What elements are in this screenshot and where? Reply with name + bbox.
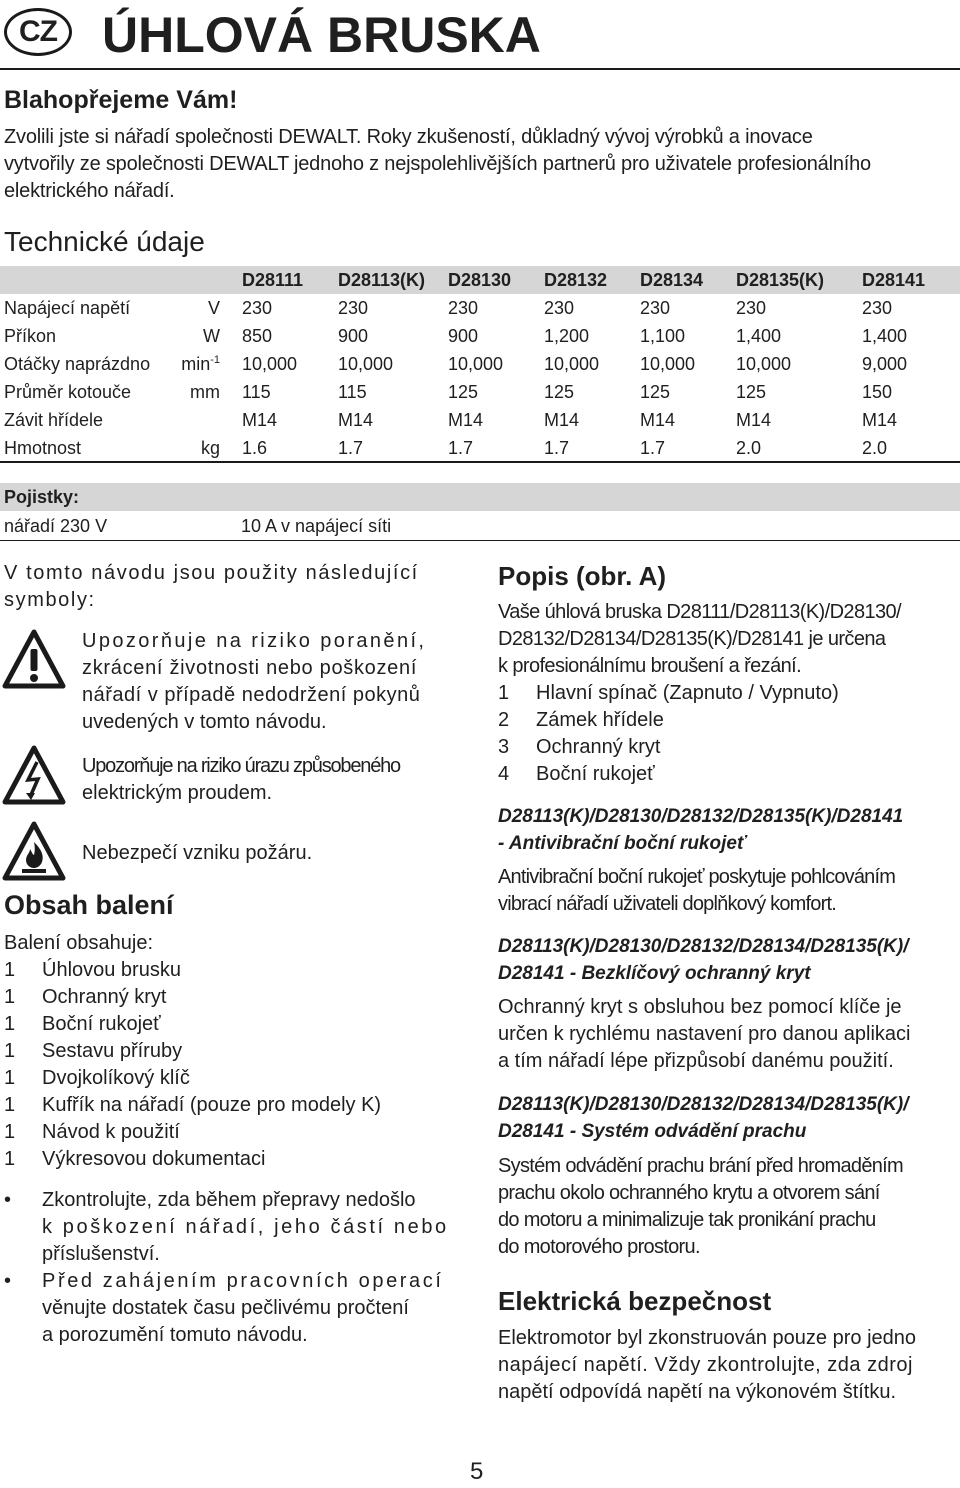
spec-value: 1.7 — [338, 437, 364, 458]
spec-unit-base: min — [181, 353, 211, 374]
part-item — [498, 734, 958, 761]
language-badge — [4, 8, 72, 56]
feature-line: do motorového prostoru. — [498, 1236, 700, 1258]
fuses-value: 10 A v napájecí síti — [241, 516, 392, 536]
bullet-line: Před zahájením pracovních operací — [42, 1270, 444, 1292]
spec-row — [0, 322, 960, 350]
feature-heading — [498, 933, 909, 987]
part-name: Hlavní spínač (Zapnuto / Vypnuto) — [536, 682, 839, 704]
spec-value: 230 — [242, 297, 273, 318]
intro-line: elektrického nářadí. — [4, 180, 175, 202]
feature-heading-line: D28113(K)/D28130/D28132/D28134/D28135(K)/ — [498, 1094, 909, 1115]
spec-row — [0, 378, 960, 406]
spec-table — [0, 266, 960, 462]
item-qty: 1 — [4, 1121, 16, 1143]
list-item — [4, 1119, 474, 1146]
part-item — [498, 680, 958, 707]
model-column: D28135(K) — [736, 266, 862, 294]
feature-line: Antivibrační boční rukojeť poskytuje pohlcováním — [498, 866, 896, 888]
bullet-line: k poškození nářadí, jeho částí nebo — [42, 1216, 449, 1238]
item-text: Dvojkolíkový klíč — [42, 1067, 190, 1089]
spec-value: 1.7 — [448, 437, 474, 458]
spec-value: 1,100 — [640, 325, 686, 346]
table-divider — [0, 461, 960, 463]
feature-heading-line: D28113(K)/D28130/D28132/D28134/D28135(K)/ — [498, 936, 909, 957]
warning-line: zkrácení životnosti nebo poškození — [82, 657, 418, 679]
part-item — [498, 707, 958, 734]
spec-value: M14 — [338, 409, 374, 430]
spec-value: 1.6 — [242, 437, 268, 458]
spec-value: 2.0 — [862, 437, 888, 458]
header-divider — [0, 68, 960, 70]
electrical-paragraph — [498, 1325, 916, 1406]
feature-heading-line: - Antivibrační boční rukojeť — [498, 833, 747, 854]
feature-heading-line: D28141 - Bezklíčový ochranný kryt — [498, 963, 811, 984]
symbols-intro — [4, 560, 419, 614]
spec-unit: W — [203, 325, 220, 346]
package-list — [4, 957, 474, 1173]
feature-text — [498, 1153, 903, 1261]
spec-value: 230 — [544, 297, 575, 318]
warning-line: Upozorňuje na riziko poranění, — [82, 630, 427, 652]
feature-line: vibrací nářadí uživateli doplňkový komfort. — [498, 893, 836, 915]
spec-value: 230 — [736, 297, 767, 318]
electric-shock-icon — [2, 744, 66, 808]
warning-triangle-icon — [2, 628, 66, 690]
model-column: D28130 — [448, 266, 544, 294]
warning-description — [82, 628, 426, 736]
spec-value: M14 — [242, 409, 278, 430]
spec-label: Hmotnost — [4, 437, 82, 458]
spec-value: 1.7 — [544, 437, 570, 458]
item-text: Úhlovou brusku — [42, 959, 181, 981]
spec-value: 230 — [338, 297, 369, 318]
spec-unit-exponent: -1 — [210, 353, 220, 366]
item-qty: 1 — [4, 1040, 16, 1062]
bullet-line: příslušenství. — [42, 1243, 160, 1265]
part-number: 4 — [498, 763, 510, 785]
spec-label: Otáčky naprázdno — [4, 353, 151, 374]
description-paragraph — [498, 599, 901, 680]
feature-line: Systém odvádění prachu brání před hromaděním — [498, 1155, 904, 1177]
electrical-line: napětí odpovídá napětí na výkonovém štítku. — [498, 1381, 897, 1403]
spec-row — [0, 406, 960, 434]
spec-value: 125 — [736, 381, 767, 402]
list-item — [4, 957, 474, 984]
part-number: 1 — [498, 682, 510, 704]
part-name: Boční rukojeť — [536, 763, 655, 785]
fire-description: Nebezpečí vzniku požáru. — [82, 842, 313, 864]
part-item — [498, 761, 958, 788]
feature-heading — [498, 803, 903, 857]
electric-line: Upozorňuje na riziko úrazu způsobeného — [82, 755, 400, 777]
feature-line: a tím nářadí lépe přizpůsobí danému použití. — [498, 1050, 894, 1072]
list-item — [4, 984, 474, 1011]
package-intro: Balení obsahuje: — [4, 932, 154, 954]
spec-value: 10,000 — [640, 353, 696, 374]
parts-list — [498, 680, 958, 788]
warning-line: uvedených v tomto návodu. — [82, 711, 327, 733]
feature-line: do motoru a minimalizuje tak pronikání prachu — [498, 1209, 876, 1231]
spec-value: 230 — [640, 297, 671, 318]
spec-value: M14 — [862, 409, 898, 430]
spec-value: 2.0 — [736, 437, 762, 458]
spec-value: 10,000 — [338, 353, 394, 374]
description-line: D28132/D28134/D28135(K)/D28141 je určena — [498, 628, 886, 650]
spec-value: 125 — [448, 381, 479, 402]
spec-value: 115 — [242, 381, 271, 402]
model-column: D28134 — [640, 266, 736, 294]
item-qty: 1 — [4, 1013, 16, 1035]
spec-unit — [164, 350, 242, 378]
part-name: Ochranný kryt — [536, 736, 661, 758]
item-qty: 1 — [4, 986, 16, 1008]
feature-line: určen k rychlému nastavení pro danou aplikaci — [498, 1023, 911, 1045]
page-number: 5 — [470, 1458, 484, 1485]
tech-heading: Technické údaje — [4, 226, 205, 257]
model-column: D28141 — [862, 266, 960, 294]
warning-line: nářadí v případě nedodržení pokynů — [82, 684, 421, 706]
list-item — [4, 1146, 474, 1173]
item-text: Výkresovou dokumentaci — [42, 1148, 266, 1170]
electrical-line: Elektromotor byl zkonstruován pouze pro jedno — [498, 1327, 917, 1349]
spec-label: Příkon — [4, 325, 57, 346]
spec-value: 125 — [544, 381, 575, 402]
list-item — [4, 1065, 474, 1092]
item-qty: 1 — [4, 1148, 16, 1170]
list-item — [4, 1038, 474, 1065]
spec-unit: kg — [200, 437, 220, 458]
fuses-heading — [0, 483, 960, 511]
intro-line: Zvolili jste si nářadí společnosti DEWALT. Roky zkušeností, důkladný vývoj výrobků a inovace — [4, 126, 813, 148]
fire-hazard-icon — [2, 820, 66, 882]
spec-value: 1,200 — [544, 325, 590, 346]
fuses-divider — [0, 540, 960, 541]
spec-value: 10,000 — [544, 353, 600, 374]
document-title: ÚHLOVÁ BRUSKA — [102, 7, 541, 63]
bullet-item — [4, 1268, 444, 1349]
fuses-heading-text: Pojistky: — [4, 487, 80, 507]
item-text: Sestavu příruby — [42, 1040, 183, 1062]
symbols-intro-line: V tomto návodu jsou použity následující — [4, 562, 419, 584]
electric-line: elektrickým proudem. — [82, 782, 273, 804]
spec-value: 1,400 — [736, 325, 782, 346]
bullet-mark: • — [4, 1189, 12, 1211]
list-item — [4, 1011, 474, 1038]
model-column: D28132 — [544, 266, 640, 294]
spec-value: 230 — [862, 297, 893, 318]
feature-heading — [498, 1091, 909, 1145]
spec-value: 900 — [338, 325, 369, 346]
item-qty: 1 — [4, 1067, 16, 1089]
spec-unit: V — [207, 297, 220, 318]
electric-description — [82, 753, 400, 807]
model-column: D28111 — [242, 266, 338, 294]
description-heading: Popis (obr. A) — [498, 561, 667, 591]
intro-line: vytvořily ze společnosti DEWALT jednoho z nejspolehlivějších partnerů pro uživatele profesionálního — [4, 153, 871, 175]
item-text: Ochranný kryt — [42, 986, 167, 1008]
spec-row — [0, 350, 960, 378]
spec-value: 9,000 — [862, 353, 908, 374]
spec-value: 10,000 — [448, 353, 504, 374]
part-number: 3 — [498, 736, 510, 758]
spec-value: 150 — [862, 381, 893, 402]
spec-value: M14 — [736, 409, 772, 430]
intro-paragraph — [4, 124, 960, 205]
spec-unit — [164, 406, 242, 434]
item-text: Kufřík na nářadí (pouze pro modely K) — [42, 1094, 382, 1116]
spec-row — [0, 434, 960, 462]
spec-value: 125 — [640, 381, 671, 402]
feature-text — [498, 864, 895, 918]
symbols-intro-line: symboly: — [4, 589, 96, 611]
part-number: 2 — [498, 709, 510, 731]
description-line: Vaše úhlová bruska D28111/D28113(K)/D28130/ — [498, 601, 901, 623]
spec-label: Závit hřídele — [4, 409, 104, 430]
item-qty: 1 — [4, 959, 16, 981]
bullet-line: věnujte dostatek času pečlivému pročtení — [42, 1297, 409, 1319]
language-code: CZ — [19, 15, 57, 48]
model-column: D28113(K) — [338, 266, 448, 294]
item-qty: 1 — [4, 1094, 16, 1116]
spec-unit: mm — [190, 381, 220, 402]
spec-value: 1.7 — [640, 437, 666, 458]
spec-value: M14 — [448, 409, 484, 430]
bullet-line: Zkontrolujte, zda během přepravy nedošlo — [42, 1189, 416, 1211]
item-text: Boční rukojeť — [42, 1013, 161, 1035]
spec-row — [0, 294, 960, 322]
electrical-line: napájecí napětí. Vždy zkontrolujte, zda zdroj — [498, 1354, 913, 1376]
spec-label: Napájecí napětí — [4, 297, 131, 318]
spec-value: 1,400 — [862, 325, 908, 346]
spec-value: 10,000 — [736, 353, 792, 374]
spec-value: 10,000 — [242, 353, 298, 374]
feature-line: prachu okolo ochranného krytu a otvorem sání — [498, 1182, 880, 1204]
bullet-item — [4, 1187, 449, 1268]
bullet-line: a porozumění tomuto návodu. — [42, 1324, 308, 1346]
list-item — [4, 1092, 474, 1119]
description-line: k profesionálnímu broušení a řezání. — [498, 655, 802, 677]
part-name: Zámek hřídele — [536, 709, 664, 731]
intro-heading: Blahopřejeme Vám! — [4, 86, 238, 114]
spec-value: 850 — [242, 325, 273, 346]
spec-value: M14 — [544, 409, 580, 430]
feature-text — [498, 994, 910, 1075]
package-heading: Obsah balení — [4, 890, 174, 920]
spec-value: 115 — [338, 381, 367, 402]
electrical-heading: Elektrická bezpečnost — [498, 1286, 772, 1316]
spec-value: 900 — [448, 325, 479, 346]
spec-value: 230 — [448, 297, 479, 318]
spec-value: M14 — [640, 409, 676, 430]
feature-heading-line: D28113(K)/D28130/D28132/D28135(K)/D28141 — [498, 806, 904, 827]
spec-header-row — [0, 266, 960, 294]
feature-heading-line: D28141 - Systém odvádění prachu — [498, 1121, 807, 1142]
bullet-mark: • — [4, 1270, 12, 1292]
fuses-label: nářadí 230 V — [4, 516, 108, 536]
feature-line: Ochranný kryt s obsluhou bez pomocí klíče je — [498, 996, 902, 1018]
spec-label: Průměr kotouče — [4, 381, 132, 402]
item-text: Návod k použití — [42, 1121, 180, 1143]
